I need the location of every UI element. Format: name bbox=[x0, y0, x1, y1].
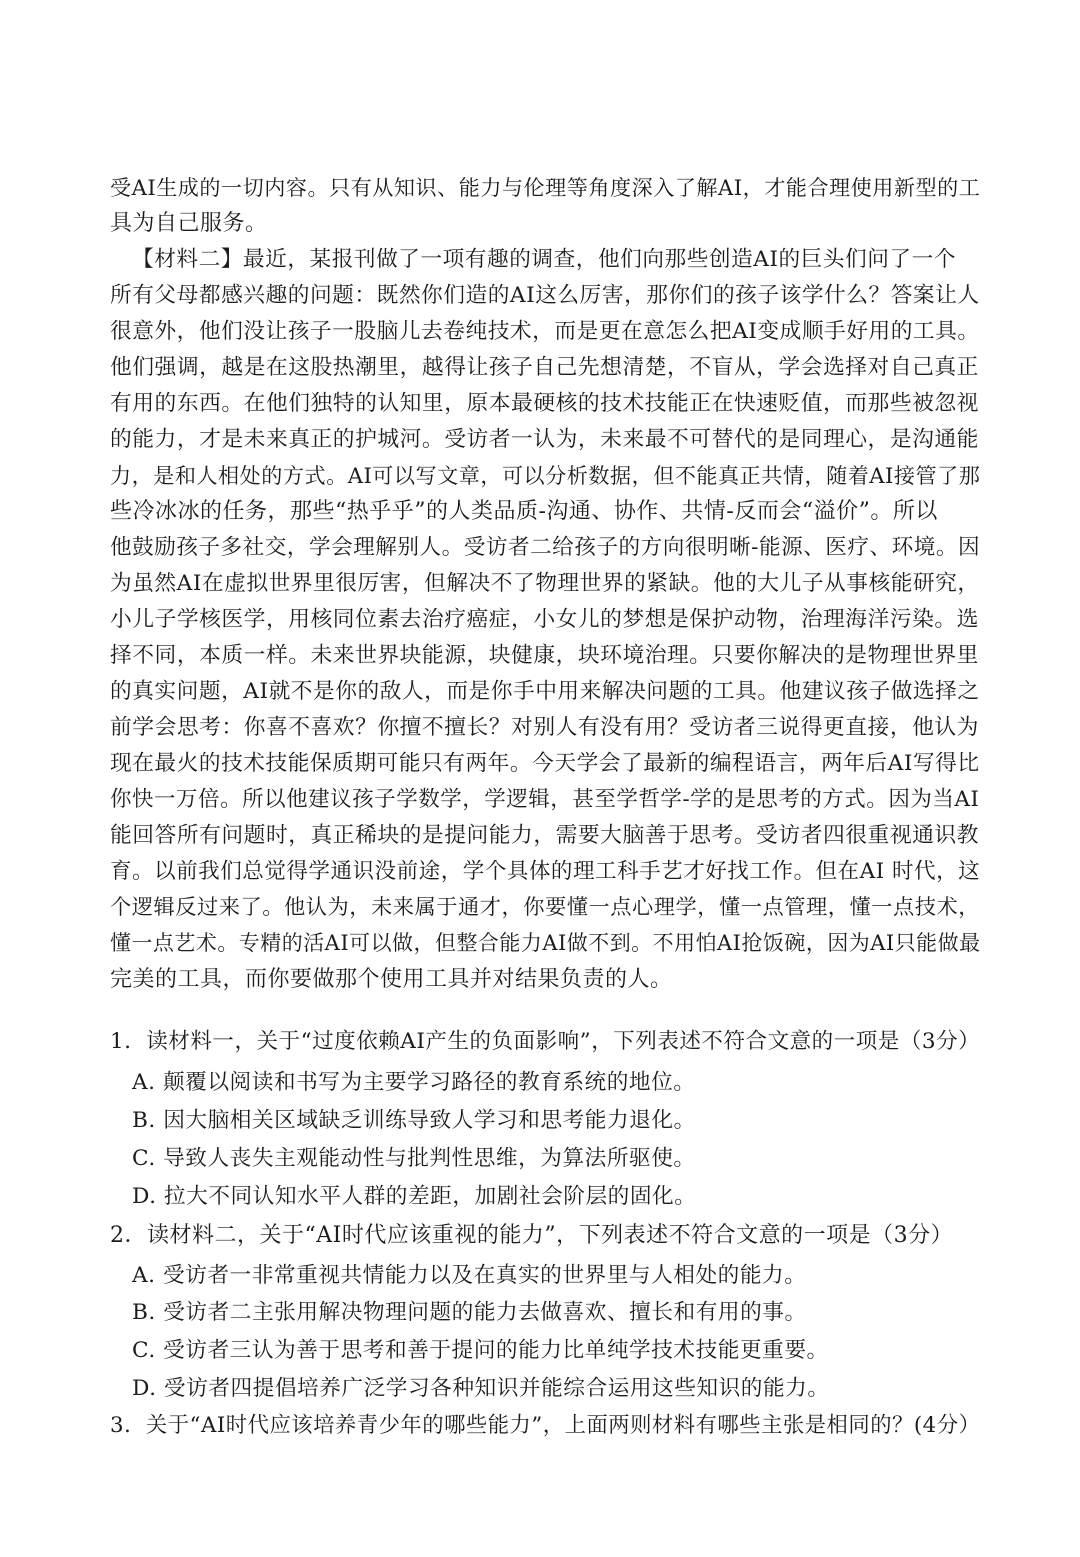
question-2-stem: 2．读材料二，关于“AI时代应该重视的能力”，下列表述不符合文意的一项是（3分） bbox=[110, 1223, 954, 1248]
question-2-option-d: D. 受访者四提倡培养广泛学习各种知识并能综合运用这些知识的能力。 bbox=[132, 1376, 830, 1401]
passage-line: 的真实问题，AI就不是你的敌人，而是你手中用来解决问题的工具。他建议孩子做选择之 bbox=[110, 679, 980, 704]
passage-line: 前学会思考：你喜不喜欢？你擅不擅长？对别人有没有用？受访者三说得更直接，他认为 bbox=[110, 715, 979, 740]
passage-line: 具为自己服务。 bbox=[110, 211, 268, 236]
passage-line: 懂一点艺术。专精的活AI可以做，但整合能力AI做不到。不用怕AI抢饭碗，因为AI只能做最 bbox=[110, 931, 981, 955]
passage-line: 能回答所有问题时，真正稀块的是提问能力，需要大脑善于思考。受访者四很重视通识教 bbox=[110, 823, 979, 848]
question-1-option-c: C. 导致人丧失主观能动性与批判性思维，为算法所驱使。 bbox=[132, 1146, 696, 1171]
passage-line: 现在最火的技术技能保质期可能只有两年。今天学会了最新的编程语言，两年后AI写得比 bbox=[110, 751, 980, 776]
material-two-heading-line: 【材料二】最近，某报刊做了一项有趣的调查，他们向那些创造AI的巨头们问了一个 bbox=[132, 247, 956, 272]
passage-line: 个逻辑反过来了。他认为，未来属于通才，你要懂一点心理学，懂一点管理，懂一点技术， bbox=[110, 895, 981, 920]
passage-line: 他鼓励孩子多社交，学会理解别人。受访者二给孩子的方向很明晰-能源、医疗、环境。因 bbox=[110, 535, 981, 560]
question-2-option-a: A. 受访者一非常重视共情能力以及在真实的世界里与人相处的能力。 bbox=[132, 1263, 807, 1288]
passage-line: 择不同，本质一样。未来世界块能源，块健康，块环境治理。只要你解决的是物理世界里 bbox=[110, 643, 979, 668]
question-1-option-b: B. 因大脑相关区域缺乏训练导致人学习和思考能力退化。 bbox=[132, 1108, 696, 1133]
passage-line: 完美的工具，而你要做那个使用工具并对结果负责的人。 bbox=[110, 967, 673, 992]
passage-line: 小儿子学核医学，用核同位素去治疗癌症，小女儿的梦想是保护动物，治理海洋污染。选 bbox=[110, 607, 979, 632]
question-1-option-a: A. 颠覆以阅读和书写为主要学习路径的教育系统的地位。 bbox=[132, 1070, 696, 1095]
passage-line: 他们强调，越是在这股热潮里，越得让孩子自己先想清楚，不盲从，学会选择对自己真正 bbox=[110, 355, 979, 380]
passage-line: 你快一万倍。所以他建议孩子学数学，学逻辑，甚至学哲学-学的是思考的方式。因为当AI bbox=[110, 787, 980, 812]
passage-line: 力，是和人相处的方式。AI可以写文章，可以分析数据，但不能真正共情，随着AI接管了那 bbox=[110, 463, 981, 488]
passage-line: 为虽然AI在虚拟世界里很厉害，但解决不了物理世界的紧缺。他的大儿子从事核能研究， bbox=[110, 571, 980, 596]
question-2-option-c: C. 受访者三认为善于思考和善于提问的能力比单纯学技术技能更重要。 bbox=[132, 1338, 829, 1363]
question-2-option-b: B. 受访者二主张用解决物理问题的能力去做喜欢、擅长和有用的事。 bbox=[132, 1300, 807, 1325]
question-3-stem: 3．关于“AI时代应该培养青少年的哪些能力”，上面两则材料有哪些主张是相同的？(4分） bbox=[110, 1413, 981, 1438]
passage-line: 受AI生成的一切内容。只有从知识、能力与伦理等角度深入了解AI，才能合理使用新型的工 bbox=[110, 175, 981, 200]
passage-line: 育。以前我们总觉得学通识没前途，学个具体的理工科手艺才好找工作。但在AI 时代，这 bbox=[110, 859, 981, 884]
passage-line: 很意外，他们没让孩子一股脑儿去卷纯技术，而是更在意怎么把AI变成顺手好用的工具。 bbox=[110, 319, 980, 344]
question-1-option-d: D. 拉大不同认知水平人群的差距，加剧社会阶层的固化。 bbox=[132, 1184, 697, 1209]
passage-line: 的能力，才是未来真正的护城河。受访者一认为，未来最不可替代的是同理心，是沟通能 bbox=[110, 427, 979, 452]
passage-line: 些冷冰冰的任务，那些“热乎乎”的人类品质-沟通、协作、共情-反而会“溢价”。所以 bbox=[110, 499, 938, 524]
passage-line: 所有父母都感兴趣的问题：既然你们造的AI这么厉害，那你们的孩子该学什么？答案让人 bbox=[110, 283, 980, 308]
question-1-stem: 1．读材料一，关于“过度依赖AI产生的负面影响”，下列表述不符合文意的一项是（3分） bbox=[110, 1029, 981, 1054]
passage-line: 有用的东西。在他们独特的认知里，原本最硬核的技术技能正在快速贬值，而那些被忽视 bbox=[110, 391, 979, 416]
